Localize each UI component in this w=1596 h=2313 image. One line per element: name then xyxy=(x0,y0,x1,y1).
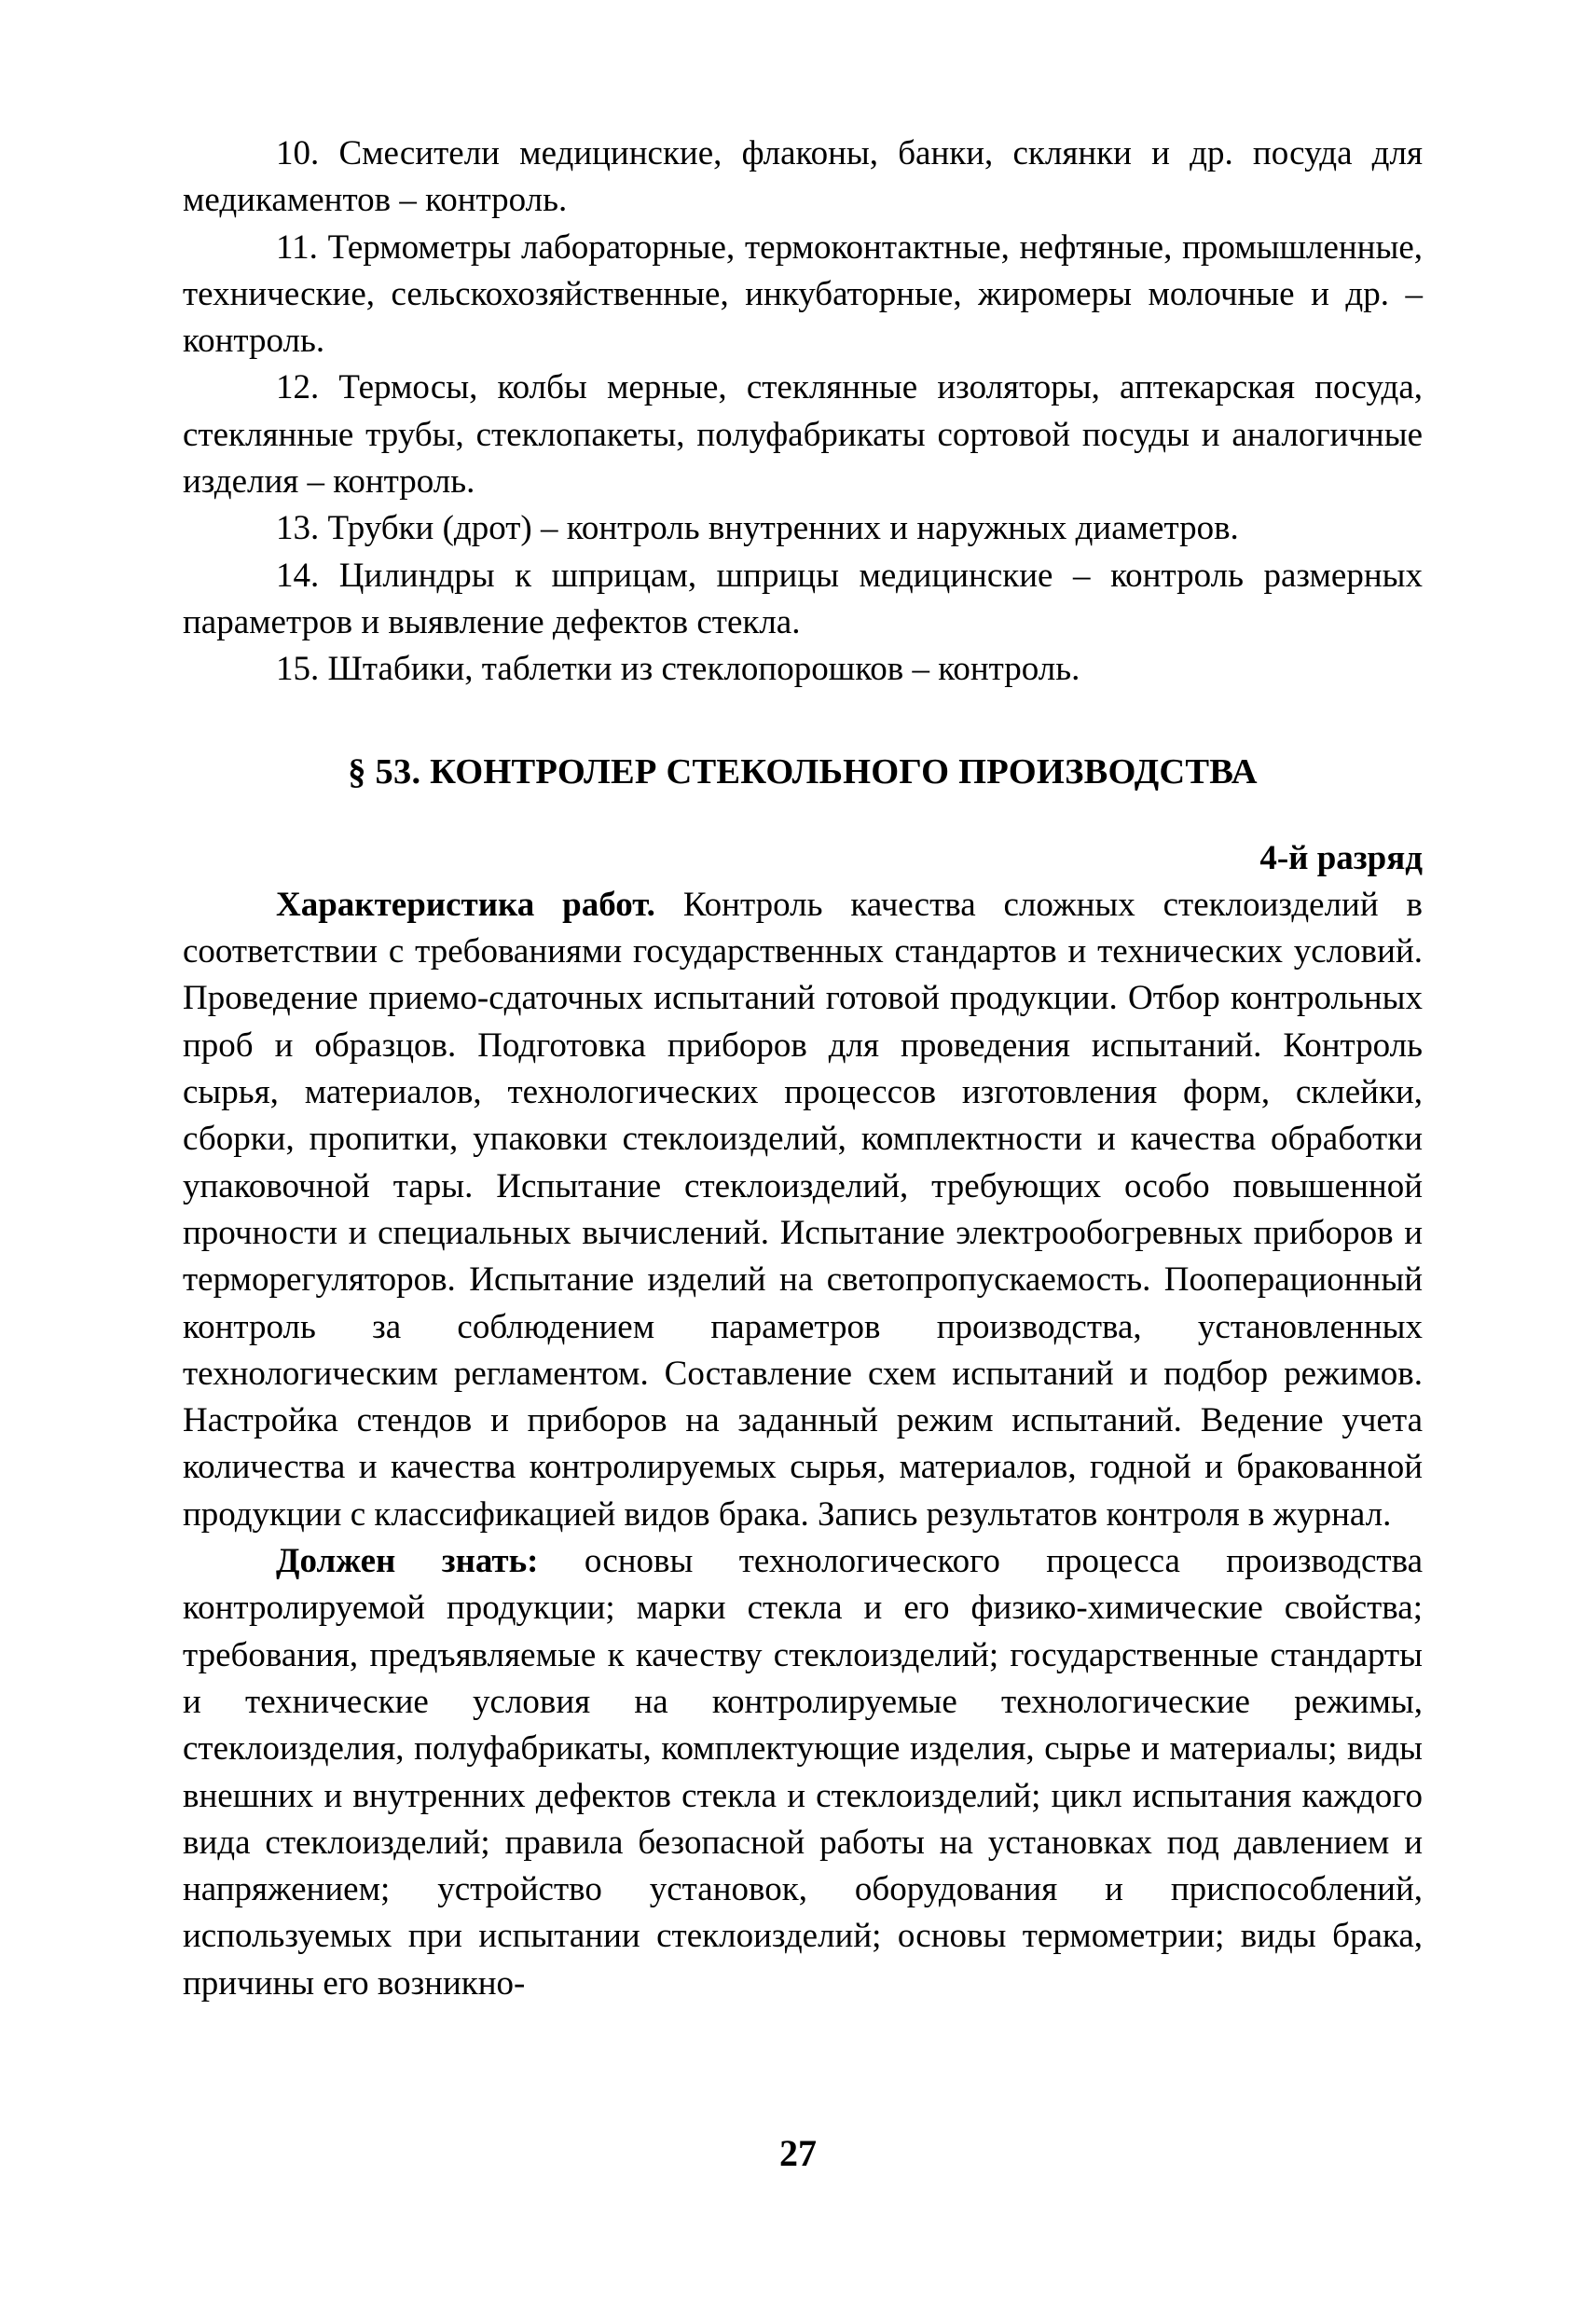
list-item-14: 14. Цилиндры к шприцам, шприцы медицинские – контроль размерных параметров и выявление дефектов стекла. xyxy=(183,556,1423,641)
section-heading: § 53. КОНТРОЛЕР СТЕКОЛЬНОГО ПРОИЗВОДСТВА xyxy=(348,751,1258,792)
knowledge-label: Должен знать: xyxy=(276,1542,539,1581)
list-item-13: 13. Трубки (дрот) – контроль внутренних и наружных диаметров. xyxy=(276,509,1239,548)
characteristics-text: Контроль качества сложных стеклоизделий в соответствии с требованиями государственных стандартов и технических условий. Проведение приемо-сдаточных испытаний готовой продукции. Отбор контрольных проб и образцов. Подготовка приборов для проведения испытаний. Контроль сырья, материалов, технологических процессов изготовления форм, склейки, сборки, пропитки, упаковки стеклоизделий, комплектности и качества обработки упаковочной тары. Испытание стеклоизделий, требующих особо повышенной прочности и специальных вычислений. Испытание электрообогревных приборов и терморегуляторов. Испытание изделий на светопропускаемость. Пооперационный контроль за соблюдением параметров производства, установленных технологическим регламентом. Составление схем испытаний и подбор режимов. Настройка стендов и приборов на заданный режим испытаний. Ведение учета количества и качества контролируемых сырья, материалов, годной и бракованной продукции с классификацией видов брака. Запись результатов контроля в журнал. xyxy=(183,885,1424,1534)
characteristics-label: Характеристика работ. xyxy=(276,885,655,924)
knowledge-paragraph xyxy=(183,1538,1423,2007)
list-item-15: 15. Штабики, таблетки из стеклопорошков – контроль. xyxy=(276,650,1080,689)
characteristics-paragraph xyxy=(183,882,1423,1538)
list-item-10: 10. Смесители медицинские, флаконы, банки, склянки и др. посуда для медикаментов – контроль. xyxy=(183,134,1423,220)
page-number: 27 xyxy=(779,2132,817,2174)
list-item-11: 11. Термометры лабораторные, термоконтактные, нефтяные, промышленные, технические, сельскохозяйственные, инкубаторные, жиромеры молочные и др. – контроль. xyxy=(183,227,1423,361)
knowledge-text: основы технологического процесса производства контролируемой продукции; марки стекла и его физико-химические свойства; требования, предъявляемые к качеству стеклоизделий; государственные стандарты и технические условия на контролируемые технологические режимы, стеклоизделия, полуфабрикаты, комплектующие изделия, сырье и материалы; виды внешних и внутренних дефектов стекла и стеклоизделий; цикл испытания каждого вида стеклоизделий; правила безопасной работы на установках под давлением и напряжением; устройство установок, оборудования и приспособлений, используемых при испытании стеклоизделий; основы термометрии; виды брака, причины его возникно- xyxy=(183,1542,1423,2003)
list-item-12: 12. Термосы, колбы мерные, стеклянные изоляторы, аптекарская посуда, стеклянные трубы, стеклопакеты, полуфабрикаты сортовой посуды и аналогичные изделия – контроль. xyxy=(183,368,1423,502)
grade-label: 4-й разряд xyxy=(1259,838,1423,877)
document-page xyxy=(183,131,1423,2007)
